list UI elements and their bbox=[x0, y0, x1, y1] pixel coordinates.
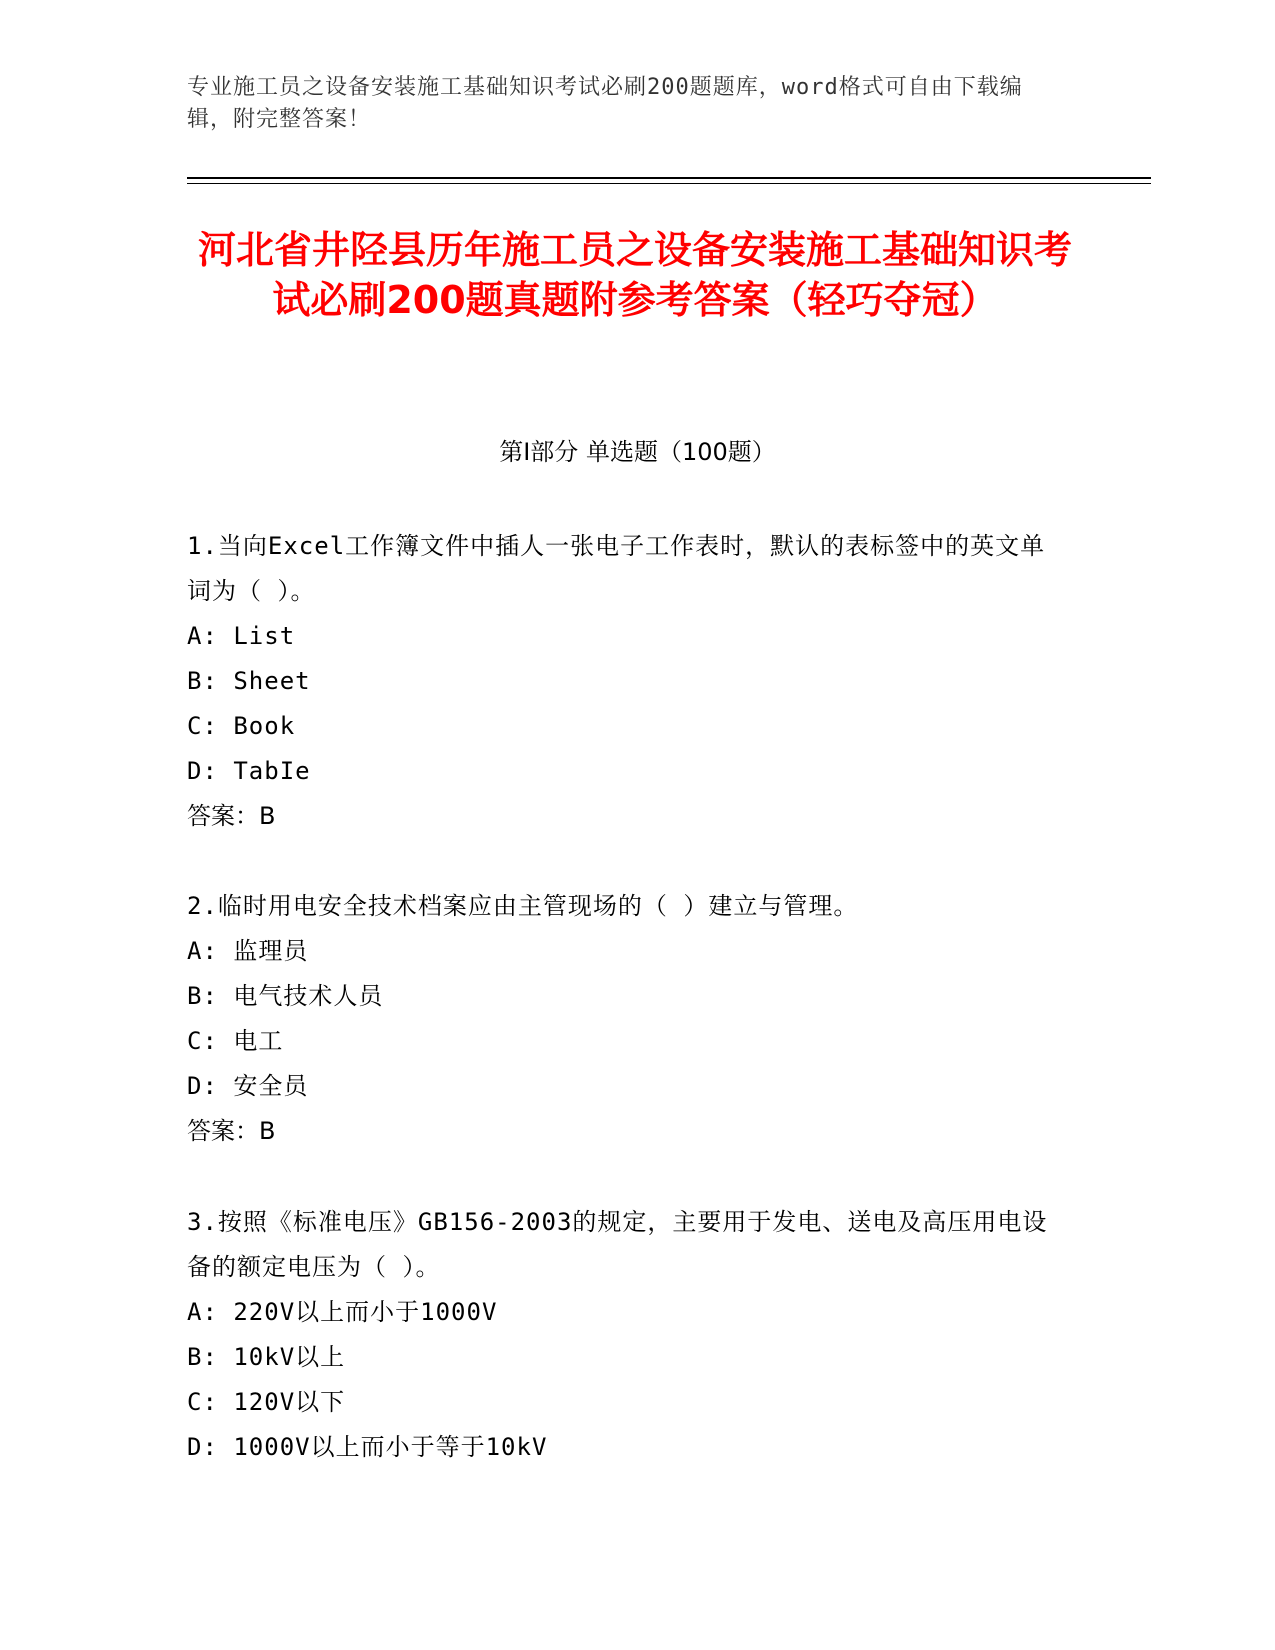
header-note: 专业施工员之设备安装施工基础知识考试必刷200题题库，word格式可自由下载编辑，附完整答案！ bbox=[187, 75, 1023, 132]
answer: 答案：B bbox=[187, 1117, 276, 1145]
question-stem: 2.临时用电安全技术档案应由主管现场的（ ）建立与管理。 bbox=[187, 892, 859, 920]
option-b: B: 10kV以上 bbox=[187, 1343, 346, 1371]
option-d: D: 安全员 bbox=[187, 1072, 309, 1100]
option-c: C: 电工 bbox=[187, 1027, 284, 1055]
question-2 bbox=[187, 884, 1067, 1154]
answer: 答案：B bbox=[187, 802, 276, 830]
option-d: D: 1000V以上而小于等于10kV bbox=[187, 1433, 548, 1461]
option-c: C: 120V以下 bbox=[187, 1388, 346, 1416]
question-stem: 3.按照《标准电压》GB156-2003的规定，主要用于发电、送电及高压用电设备的额定电压为（ ）。 bbox=[187, 1208, 1048, 1281]
option-a: A: 220V以上而小于1000V bbox=[187, 1298, 498, 1326]
header-rule-thick bbox=[187, 177, 1151, 179]
question-stem: 1.当向Excel工作簿文件中插人一张电子工作表时，默认的表标签中的英文单词为（ ）。 bbox=[187, 532, 1046, 605]
option-a: A: 监理员 bbox=[187, 937, 309, 965]
option-d: D: TabIe bbox=[187, 757, 311, 785]
question-1 bbox=[187, 524, 1067, 839]
option-b: B: Sheet bbox=[187, 667, 311, 695]
header-rule-thin bbox=[187, 183, 1151, 184]
question-3 bbox=[187, 1200, 1067, 1470]
option-a: A: List bbox=[187, 622, 296, 650]
option-b: B: 电气技术人员 bbox=[187, 982, 384, 1010]
document-title: 河北省井陉县历年施工员之设备安装施工基础知识考试必刷200题真题附参考答案（轻巧夺冠） bbox=[197, 228, 1072, 322]
section-title: 第I部分 单选题（100题） bbox=[499, 438, 776, 466]
option-c: C: Book bbox=[187, 712, 296, 740]
